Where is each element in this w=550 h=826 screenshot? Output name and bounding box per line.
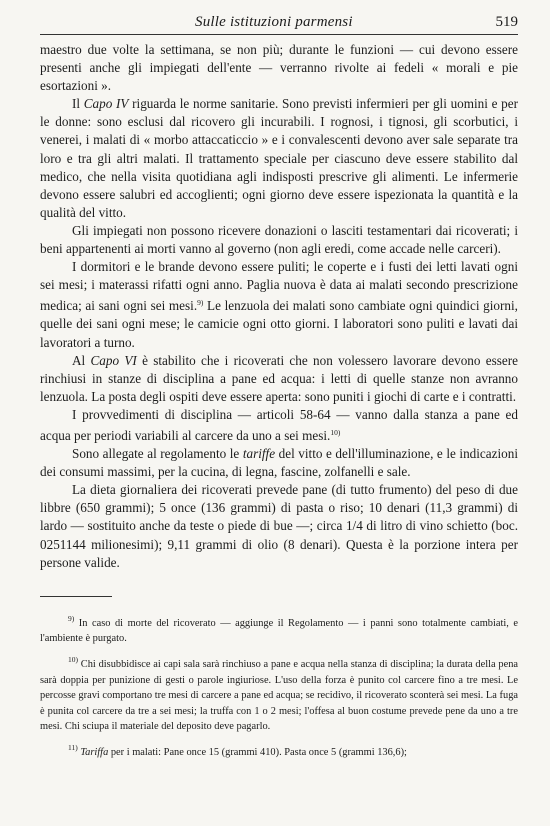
footnote-mark: 11) <box>68 742 78 752</box>
footnote-text: In caso di morte del ricoverato — aggiunge il Regolamento — i panni sono totalmente cambiati, e l'ambiente è purgato. <box>40 617 518 645</box>
paragraph-text: Le lenzuola dei malati sono cambiate ogni quindici giorni, quelle dei sani ogni mese; le camicie ogni otto giorni. I laboratori sono puliti e lavati dai lavoratori a turno. <box>40 298 518 350</box>
chapter-reference: Capo IV <box>83 96 129 112</box>
footnote <box>40 611 518 647</box>
page-number: 519 <box>495 14 518 30</box>
footnote-divider <box>40 596 112 597</box>
footnote-ref[interactable]: 10) <box>330 427 341 437</box>
footnotes <box>40 611 518 761</box>
footnote-mark: 9) <box>68 613 75 623</box>
paragraph <box>40 258 518 351</box>
paragraph <box>40 95 518 222</box>
paragraph-text: La dieta giornaliera dei ricoverati prevede pane (di tutto frumento) del peso di due libbre (650 grammi); 5 once (136 grammi) di pasta o riso; 10 denari (11,3 grammi) di lardo — sostituito anche da teste o piede di bue —; circa 1/4 di litro di vino schietto (boc. 0251144 milionesimi); 9,11 grammi di olio (8 denari). Questa è la porzione intera per persone valide. <box>40 482 518 570</box>
chapter-reference: Capo VI <box>90 352 137 368</box>
emphasis: Tariffa <box>80 746 109 758</box>
paragraph-text: è stabilito che i ricoverati che non volessero lavorare devono essere rinchiusi in stanze di disciplina a pane ed acqua: i letti di quelle stanze non avranno lenzuola. La posta degli ospiti deve essere aperta: sono puniti i giochi di carte e i contratti. <box>40 352 519 404</box>
footnote-text: Chi disubbidisce ai capi sala sarà rinchiuso a pane e acqua nella stanza di disciplina; la durata della pena sarà doppia per punizione di gesti o parole ingiuriose. L'uso della forza è punito col carcere fino a tre mesi. Le percosse gravi comportano tre mesi di carcere a pane ed acqua; se recidivo, il ricoverato sconterà sei mesi. La fuga è punita col carcere da tre a sei mesi; la truffa con 1 o 2 mesi; l'offesa al buon costume prevede pene da uno a tre mesi. Chi sciupa il materiale del deposito deve pagarlo. <box>40 658 518 733</box>
paragraph-text: I dormitori e le brande devono essere puliti; le coperte e i fusti dei letti lavati ogni sei mesi; i materassi rifatti ogni anno. Paglia nuova è data ai malati secondo prescrizione medica; ai sani ogni sei mesi. <box>40 259 518 314</box>
paragraph <box>40 222 518 258</box>
paragraph <box>40 352 518 406</box>
emphasis: tariffe <box>242 446 276 462</box>
paragraph-text: I provvedimenti di disciplina — articoli 58-64 — vanno dalla stanza a pane ed acqua per periodi variabili al carcere da uno a sei mesi. <box>40 406 518 443</box>
paragraph <box>40 41 518 95</box>
paragraph-text: riguarda le norme sanitarie. Sono previsti infermieri per gli uomini e per le donne: sono esclusi dal ricovero gli incurabili. I rognosi, i tignosi, gli scorbutici, i venerei, i malati di « morbo attaccaticcio » e i convalescenti devono aver sale separate tra loro e tra gli altri malati. Il trattamento speciale per ciascuno deve essere stabilito dal medico, che nella visita quotidiana agli indisposti prescrive gli alimenti. Le infermerie devono essere salubri ed accoglienti; ogni giorno deve essere ispezionata la quantità e la qualità del vitto. <box>40 96 519 220</box>
paragraph-text: maestro due volte la settimana, se non più; durante le funzioni — cui devono essere presenti anche gli impiegati dell'ente — verranno rivolte ai fedeli « morali e pie esortazioni ». <box>40 42 518 94</box>
paragraph-text: Il <box>72 96 84 112</box>
paragraph <box>40 481 518 571</box>
page-header <box>40 12 518 35</box>
footnote-ref[interactable]: 9) <box>197 298 204 308</box>
footnote-mark: 10) <box>68 654 78 664</box>
paragraph-text: Gli impiegati non possono ricevere donazioni o lasciti testamentari dai ricoverati; i beni appartenenti ai morti vanno al governo (non agli eredi, come accade nelle carceri). <box>40 222 518 257</box>
paragraph-text: Sono allegate al regolamento le <box>72 446 243 462</box>
footnote <box>40 652 518 735</box>
footnote-text: per i malati: Pane once 15 (grammi 410). Pasta once 5 (grammi 136,6); <box>108 746 407 758</box>
main-text <box>40 41 518 572</box>
running-title: Sulle istituzioni parmensi <box>195 14 353 30</box>
paragraph <box>40 406 518 445</box>
paragraph <box>40 445 518 481</box>
footnote <box>40 740 518 761</box>
paragraph-text: del vitto e dell'illuminazione, e le indicazioni dei consumi massimi, per la cucina, di legna, fascine, zolfanelli e sale. <box>40 446 518 480</box>
paragraph-text: Al <box>72 352 91 368</box>
